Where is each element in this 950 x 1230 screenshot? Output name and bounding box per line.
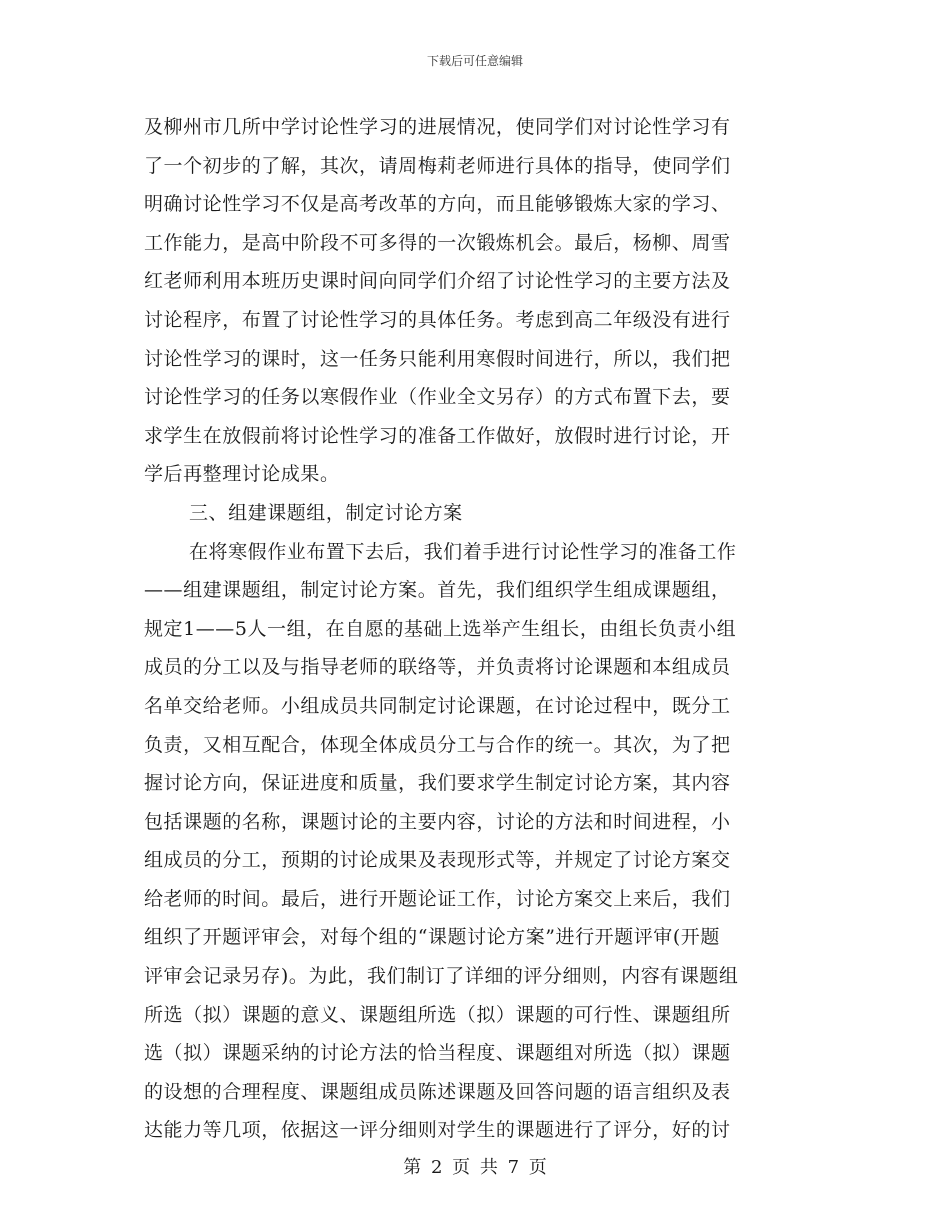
body-line: 了一个初步的了解，其次，请周梅莉老师进行具体的指导，使同学们: [144, 154, 731, 177]
body-line: 握讨论方向，保证进度和质量，我们要求学生制定讨论方案，其内容: [144, 772, 731, 795]
body-line: ——组建课题组，制定讨论方案。首先，我们组织学生组成课题组，: [144, 579, 731, 602]
body-line: 讨论性学习的课时，这一任务只能利用寒假时间进行，所以，我们把: [144, 347, 731, 370]
body-line: 达能力等几项，依据这一评分细则对学生的课题进行了评分，好的讨: [144, 1119, 731, 1142]
page-header: 下载后可任意编辑: [426, 54, 523, 68]
body-line: 成员的分工以及与指导老师的联络等，并负责将讨论课题和本组成员: [144, 656, 731, 679]
body-line: 明确讨论性学习不仅是高考改革的方向，而且能够锻炼大家的学习、: [144, 193, 731, 216]
body-line: 红老师利用本班历史课时间向同学们介绍了讨论性学习的主要方法及: [144, 270, 731, 293]
body-line: 包括课题的名称，课题讨论的主要内容，讨论的方法和时间进程，小: [144, 810, 731, 833]
body-line: 组成员的分工，预期的讨论成果及表现形式等，并规定了讨论方案交: [144, 849, 731, 872]
body-line: 给老师的时间。最后，进行开题论证工作，讨论方案交上来后，我们: [144, 887, 731, 910]
body-line: 学后再整理讨论成果。: [144, 463, 340, 486]
body-line: 讨论性学习的任务以寒假作业（作业全文另存）的方式布置下去，要: [144, 386, 731, 409]
section-heading: 三、组建课题组，制定讨论方案: [189, 501, 463, 524]
page-number-footer: 第 2 页 共 7 页: [403, 1157, 547, 1178]
body-line: 组织了开题评审会，对每个组的“课题讨论方案”进行开题评审(开题: [144, 926, 720, 949]
body-line: 工作能力，是高中阶段不可多得的一次锻炼机会。最后，杨柳、周雪: [144, 231, 731, 254]
body-line: 讨论程序，布置了讨论性学习的具体任务。考虑到高二年级没有进行: [144, 308, 731, 331]
body-line: 名单交给老师。小组成员共同制定讨论课题，在讨论过程中，既分工: [144, 694, 731, 717]
body-line: 在将寒假作业布置下去后，我们着手进行讨论性学习的准备工作: [189, 540, 737, 563]
body-line: 所选（拟）课题的意义、课题组所选（拟）课题的可行性、课题组所: [144, 1003, 731, 1026]
body-line: 求学生在放假前将讨论性学习的准备工作做好，放假时进行讨论，开: [144, 424, 731, 447]
body-line: 评审会记录另存)。为此，我们制订了详细的评分细则，内容有课题组: [144, 965, 739, 988]
body-line: 规定1——5人一组，在自愿的基础上选举产生组长，由组长负责小组: [144, 617, 737, 640]
body-line: 的设想的合理程度、课题组成员陈述课题及回答问题的语言组织及表: [144, 1080, 731, 1103]
document-body: [144, 108, 804, 1150]
body-line: 及柳州市几所中学讨论性学习的进展情况，使同学们对讨论性学习有: [144, 116, 731, 138]
body-line: 负责，又相互配合，体现全体成员分工与合作的统一。其次，为了把: [144, 733, 731, 756]
body-line: 选（拟）课题采纳的讨论方法的恰当程度、课题组对所选（拟）课题: [144, 1042, 731, 1065]
